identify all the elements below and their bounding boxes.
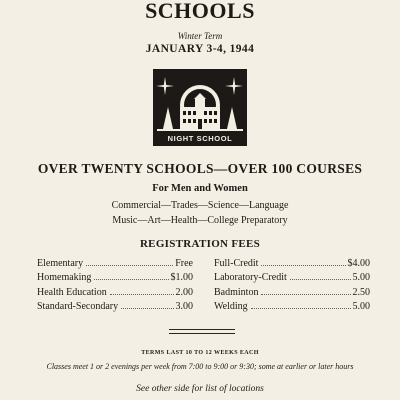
fee-row bbox=[37, 301, 193, 315]
registration-title: REGISTRATION FEES bbox=[139, 238, 261, 250]
terms-note: TERMS LAST 10 TO 12 WEEKS EACH bbox=[141, 350, 259, 356]
see-other-side-note: See other side for list of locations bbox=[136, 384, 264, 394]
fee-row bbox=[214, 258, 370, 272]
term-date: JANUARY 3-4, 1944 bbox=[145, 43, 255, 55]
fee-value: 3.00 bbox=[175, 300, 193, 312]
fee-value: 2.00 bbox=[175, 286, 193, 298]
leader-dots bbox=[94, 279, 168, 280]
leader-dots bbox=[110, 294, 174, 295]
fees-column-left bbox=[37, 258, 193, 315]
fee-row bbox=[37, 272, 193, 286]
fee-row bbox=[214, 287, 370, 301]
fee-value: Free bbox=[175, 258, 193, 269]
subjects-line-1: Commercial—Trades—Science—Language bbox=[111, 200, 289, 211]
fee-value: 2.50 bbox=[352, 286, 370, 298]
leader-dots bbox=[261, 294, 350, 295]
leader-dots bbox=[290, 279, 351, 280]
fee-value: 5.00 bbox=[352, 272, 370, 284]
class-schedule-note: Classes meet 1 or 2 evenings per week from 7:00 to 9:00 or 9:30; some at earlier or later hours bbox=[46, 362, 354, 371]
logo-caption: NIGHT SCHOOL bbox=[167, 134, 233, 143]
fee-name: Homemaking bbox=[37, 272, 92, 284]
fee-name: Health Education bbox=[37, 286, 107, 298]
fee-value: $1.00 bbox=[170, 272, 193, 284]
fee-value: 5.00 bbox=[352, 300, 370, 312]
fee-name: Welding bbox=[214, 300, 248, 312]
audience-label: For Men and Women bbox=[152, 183, 248, 194]
fee-name: Full-Credit bbox=[214, 258, 259, 269]
page-title: SCHOOLS bbox=[145, 0, 255, 23]
leader-dots bbox=[261, 265, 345, 266]
fee-row bbox=[214, 301, 370, 315]
leader-dots bbox=[86, 265, 173, 266]
fees-column-right bbox=[214, 258, 370, 315]
divider-rule bbox=[169, 333, 235, 334]
term-label: Winter Term bbox=[177, 31, 223, 41]
fee-name: Standard-Secondary bbox=[37, 300, 119, 312]
fee-row bbox=[214, 272, 370, 286]
divider-rule bbox=[169, 329, 235, 330]
courses-headline: OVER TWENTY SCHOOLS—OVER 100 COURSES bbox=[37, 161, 363, 176]
fee-row bbox=[37, 287, 193, 301]
night-school-logo bbox=[153, 69, 247, 146]
fee-name: Laboratory-Credit bbox=[214, 272, 287, 284]
leader-dots bbox=[251, 308, 351, 309]
leader-dots bbox=[121, 308, 173, 309]
fee-name: Elementary bbox=[37, 258, 84, 269]
fee-name: Badminton bbox=[214, 286, 259, 298]
fee-row bbox=[37, 258, 193, 272]
fee-value: $4.00 bbox=[347, 258, 370, 269]
subjects-line-2: Music—Art—Health—College Preparatory bbox=[112, 215, 288, 226]
